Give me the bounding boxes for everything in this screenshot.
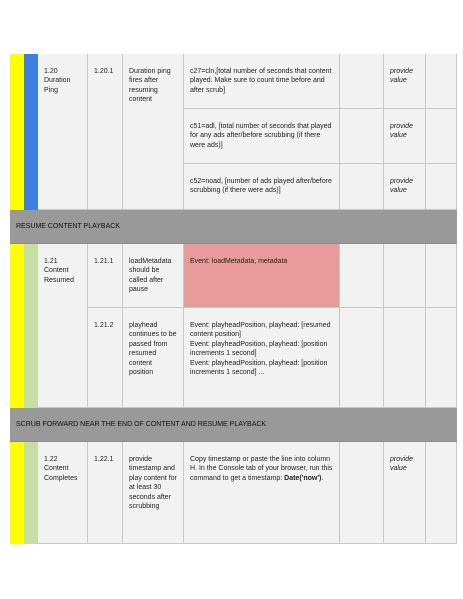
yellow-status-bar (10, 442, 24, 544)
step-id-cell (88, 442, 123, 544)
case-id: 1.20 Duration Ping (44, 68, 71, 94)
step-description: loadMetadata should be called after pause (129, 258, 172, 294)
expected-cell (184, 308, 340, 408)
blank-cell (340, 308, 384, 408)
blank-cell (340, 442, 384, 544)
step-description-cell (123, 54, 184, 210)
case-id: 1.21 Content Resumed (44, 258, 74, 284)
result-cell (384, 164, 426, 210)
step-id: 1.21.2 (94, 322, 114, 329)
blank-cell (384, 244, 426, 308)
expected-line: Event: playheadPosition, playhead: [position increments 1 second] ... (190, 359, 328, 377)
step-id: 1.21.1 (94, 258, 114, 265)
blank-cell (426, 164, 457, 210)
expected-text: Event: loadMetadata, metadata (190, 258, 288, 265)
expected-text: c27=cln,[total number of seconds that content played. Make sure to count time before and after scrub] (190, 68, 332, 94)
result-cell (384, 54, 426, 109)
test-case-table (10, 54, 457, 544)
expected-cell (184, 164, 340, 210)
result-text: provide value (390, 68, 413, 85)
failed-expected-cell (184, 244, 340, 308)
expected-line: Event: playheadPosition, playhead: [resumed content position] (190, 322, 331, 339)
step-id: 1.22.1 (94, 456, 114, 463)
expected-text: c52=noad, [number of ads played after/before scrubbing (if there were ads)] (190, 178, 332, 195)
instruction-code: Date('now') (284, 474, 322, 482)
step-id-cell (88, 308, 123, 408)
step-id-cell (88, 244, 123, 308)
blank-cell (426, 54, 457, 109)
instruction-end: . (321, 474, 324, 482)
result-text: provide value (390, 178, 413, 195)
blank-cell (340, 244, 384, 308)
blank-cell (426, 308, 457, 408)
blank-cell (384, 308, 426, 408)
step-description: provide timestamp and play content for at least 30 seconds after scrubbing (129, 456, 177, 511)
step-description-cell (123, 308, 184, 408)
yellow-status-bar (10, 54, 24, 210)
expected-cell (184, 109, 340, 164)
green-status-bar (24, 442, 38, 544)
section-title: RESUME CONTENT PLAYBACK (16, 223, 120, 230)
step-description: Duration ping fires after resuming content (129, 68, 171, 104)
step-description-cell (123, 442, 184, 544)
section-header-resume (10, 210, 457, 244)
result-cell (384, 442, 426, 544)
blank-cell (426, 244, 457, 308)
step-id: 1.20.1 (94, 68, 114, 75)
expected-line: Event: playheadPosition, playhead: [position increments 1 second] (190, 340, 328, 358)
expected-text: c51=adl, [total number of seconds that played for any ads after/before scrubbing (if there were ads)] (190, 123, 332, 149)
blank-cell (426, 109, 457, 164)
blank-cell (340, 164, 384, 210)
case-id-cell (38, 442, 88, 544)
case-id-cell (38, 54, 88, 210)
section-title: SCRUB FORWARD NEAR THE END OF CONTENT AND RESUME PLAYBACK (16, 421, 267, 428)
case-id: 1.22 Content Completes (44, 456, 78, 482)
yellow-status-bar (10, 244, 24, 408)
result-cell (384, 109, 426, 164)
section-header-scrub (10, 408, 457, 442)
step-description-cell (123, 244, 184, 308)
blank-cell (340, 109, 384, 164)
green-status-bar (24, 244, 38, 408)
result-text: provide value (390, 456, 413, 473)
expected-cell (184, 54, 340, 109)
instruction-cell (184, 442, 340, 544)
blank-cell (340, 54, 384, 109)
instruction-text: Copy timestamp or paste the line into column H. In the Console tab of your browser, run this command to get a timestamp: (190, 456, 333, 482)
result-text: provide value (390, 123, 413, 140)
blank-cell (426, 442, 457, 544)
step-id-cell (88, 54, 123, 210)
case-id-cell (38, 244, 88, 408)
blue-status-bar (24, 54, 38, 210)
step-description: playhead continues to be passed from resumed content position (129, 322, 177, 377)
